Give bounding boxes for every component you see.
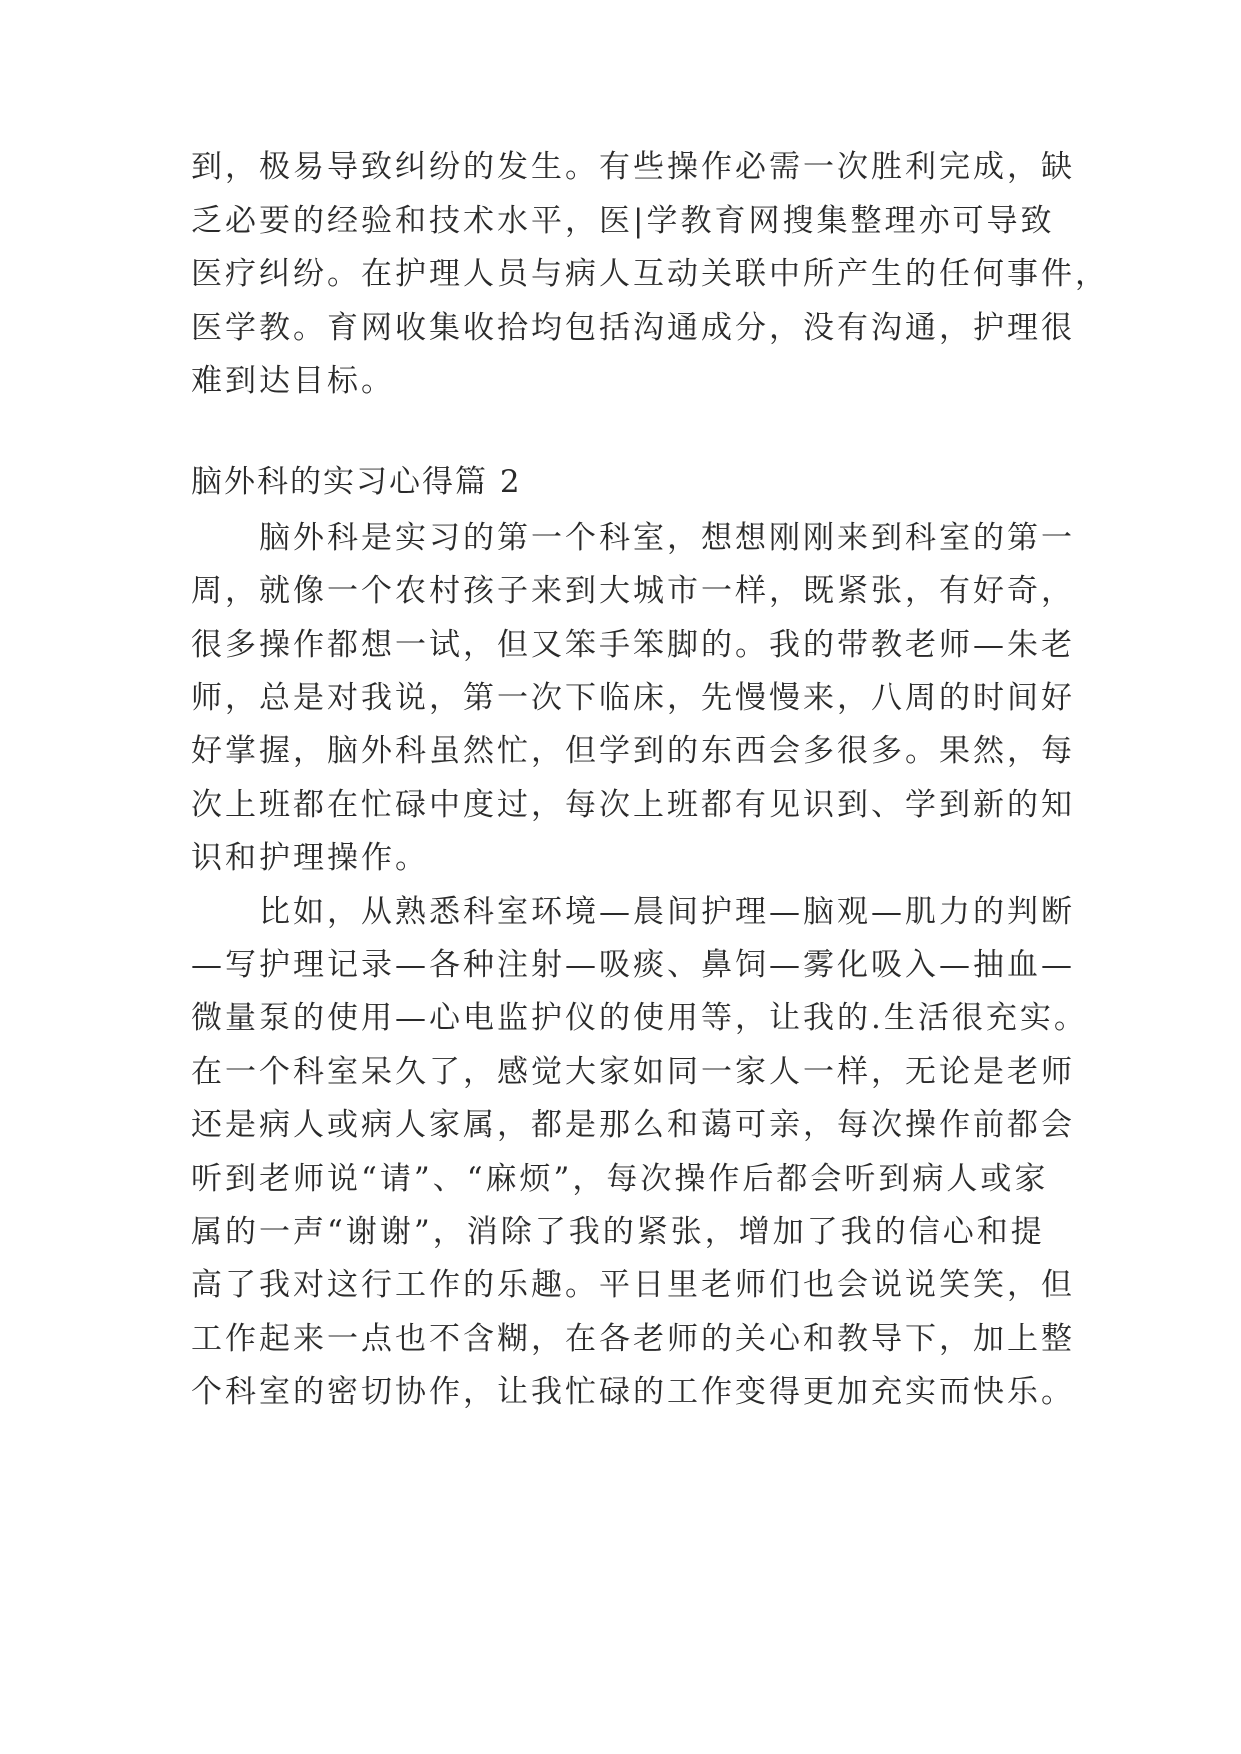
paragraph-3-line: 高了我对这行工作的乐趣。平日里老师们也会说说笑笑，但 <box>191 1267 1075 1303</box>
paragraph-3-line: 工作起来一点也不含糊，在各老师的关心和教导下，加上整 <box>191 1321 1075 1357</box>
paragraph-2-line: 很多操作都想一试，但又笨手笨脚的。我的带教老师—朱老 <box>191 627 1075 663</box>
paragraph-3-line: 个科室的密切协作，让我忙碌的工作变得更加充实而快乐。 <box>191 1374 1075 1410</box>
paragraph-2-line: 识和护理操作。 <box>191 840 429 876</box>
paragraph-1-line: 医疗纠纷。在护理人员与病人互动关联中所产生的任何事件， <box>191 256 1109 292</box>
paragraph-3-line: 听到老师说“请”、“麻烦”，每次操作后都会听到病人或家 <box>191 1161 1049 1197</box>
paragraph-1-line: 乏必要的经验和技术水平，医|学教育网搜集整理亦可导致 <box>191 203 1055 239</box>
paragraph-2-line: 师，总是对我说，第一次下临床，先慢慢来，八周的时间好 <box>191 680 1075 716</box>
paragraph-2-line: 脑外科是实习的第一个科室，想想刚刚来到科室的第一 <box>191 520 1075 556</box>
paragraph-3-line: 在一个科室呆久了，感觉大家如同一家人一样，无论是老师 <box>191 1054 1075 1090</box>
section-heading: 脑外科的实习心得篇 2 <box>191 464 522 500</box>
paragraph-3-line: 微量泵的使用—心电监护仪的使用等，让我的.生活很充实。 <box>191 1000 1088 1036</box>
paragraph-2-line: 好掌握，脑外科虽然忙，但学到的东西会多很多。果然，每 <box>191 733 1075 769</box>
paragraph-3-line: 还是病人或病人家属，都是那么和蔼可亲，每次操作前都会 <box>191 1107 1075 1143</box>
paragraph-3-line: 比如，从熟悉科室环境—晨间护理—脑观—肌力的判断 <box>191 894 1075 930</box>
paragraph-1-line: 医学教。育网收集收拾均包括沟通成分，没有沟通，护理很 <box>191 310 1075 346</box>
paragraph-3-line: —写护理记录—各种注射—吸痰、鼻饲—雾化吸入—抽血— <box>191 947 1075 983</box>
paragraph-2-line: 周，就像一个农村孩子来到大城市一样，既紧张，有好奇， <box>191 573 1075 609</box>
paragraph-1-line: 难到达目标。 <box>191 363 395 399</box>
paragraph-1-line: 到，极易导致纠纷的发生。有些操作必需一次胜利完成，缺 <box>191 149 1075 185</box>
paragraph-3-line: 属的一声“谢谢”，消除了我的紧张，增加了我的信心和提 <box>191 1214 1045 1250</box>
paragraph-2-line: 次上班都在忙碌中度过，每次上班都有见识到、学到新的知 <box>191 787 1075 823</box>
